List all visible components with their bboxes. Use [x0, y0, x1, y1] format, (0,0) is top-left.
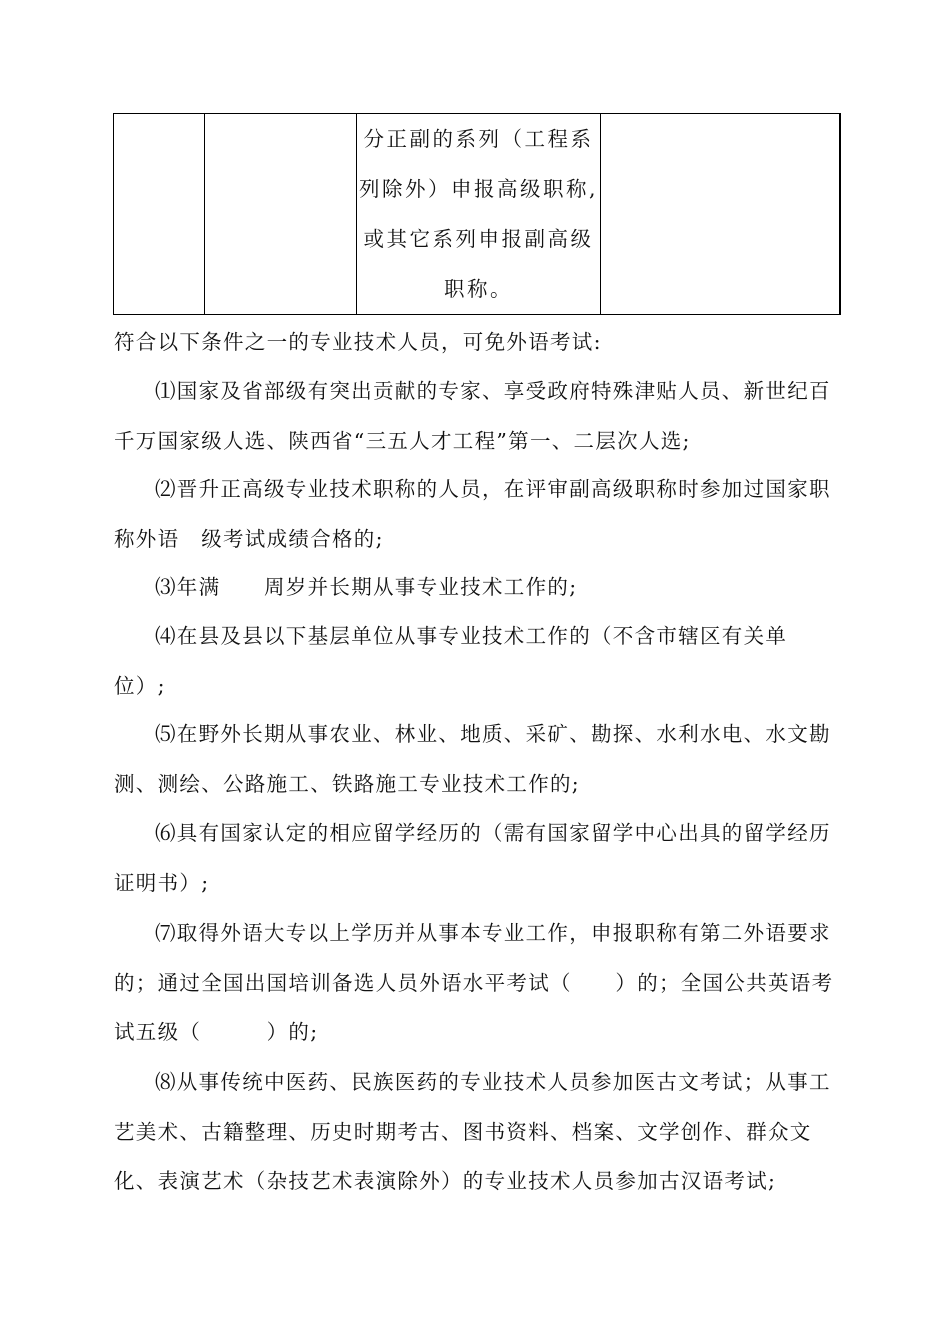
exemption-item-3: ⑶年满 周岁并长期从事专业技术工作的; — [155, 575, 578, 599]
table-cell-text — [357, 114, 600, 314]
table-cell-empty-1 — [114, 114, 205, 315]
exemption-item-1: ⑴国家及省部级有突出贡献的专家、享受政府特殊津贴人员、新世纪百千万国家级人选、陕西省“三五人才工程”第一、二层次人选; — [114, 379, 831, 453]
qualification-table — [113, 113, 841, 315]
table-cell-line: 职称。 — [444, 277, 513, 301]
exemption-item-5: ⑸在野外长期从事农业、林业、地质、采矿、勘探、水利水电、水文勘测、测绘、公路施工、铁路施工专业技术工作的; — [114, 722, 831, 796]
table-cell-conditions — [357, 114, 601, 315]
intro-paragraph: 符合以下条件之一的专业技术人员，可免外语考试: — [114, 330, 602, 354]
exemption-item-2: ⑵晋升正高级专业技术职称的人员，在评审副高级职称时参加过国家职称外语 级考试成绩合格的; — [114, 477, 831, 551]
table-row — [114, 114, 840, 315]
exemption-item-6: ⑹具有国家认定的相应留学经历的（需有国家留学中心出具的留学经历证明书）; — [114, 821, 831, 895]
table-cell-line: 或其它系列申报副高级 — [363, 227, 594, 251]
exemption-item-4: ⑷在县及县以下基层单位从事专业技术工作的（不含市辖区有关单位）; — [114, 624, 788, 698]
table-cell-line: 分正副的系列（工程系 — [363, 127, 594, 151]
table-cell-line: 列除外）申报高级职称, — [358, 177, 599, 201]
table-cell-empty-4 — [601, 114, 840, 315]
exemption-item-7: ⑺取得外语大专以上学历并从事本专业工作，申报职称有第二外语要求的；通过全国出国培训备选人员外语水平考试（ ）的；全国公共英语考试五级（ ）的; — [114, 921, 834, 1044]
exemption-item-8: ⑻从事传统中医药、民族医药的专业技术人员参加医古文考试；从事工艺美术、古籍整理、历史时期考古、图书资料、档案、文学创作、群众文化、表演艺术（杂技艺术表演除外）的专业技术人员参加古汉语考试; — [114, 1070, 831, 1193]
table-cell-empty-2 — [205, 114, 357, 315]
